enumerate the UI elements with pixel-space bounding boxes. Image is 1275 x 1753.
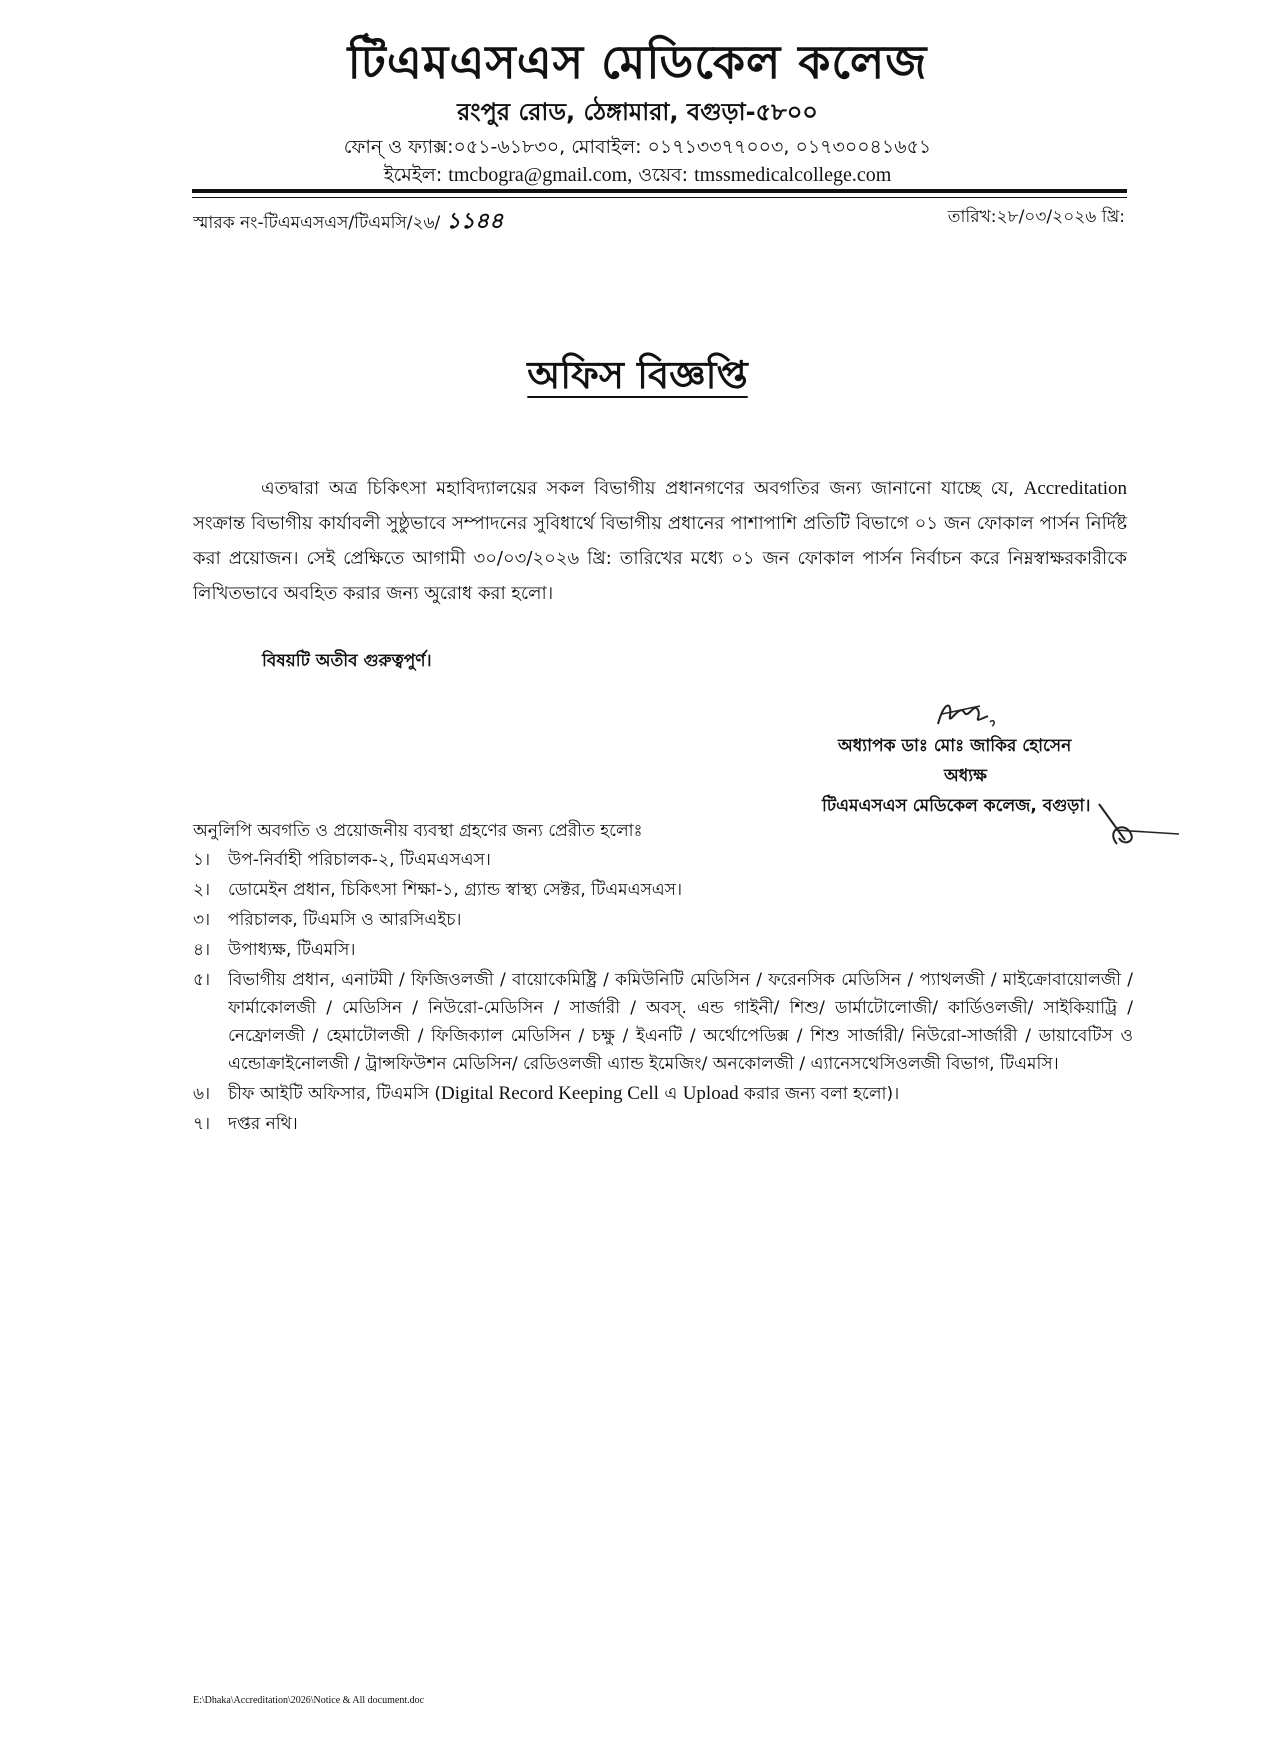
header-divider-thick: [192, 189, 1127, 193]
copy-list-item: [193, 1080, 1133, 1108]
copy-item-index: ২।: [193, 880, 211, 900]
copy-item-text: বিভাগীয় প্রধান, এনাটমী / ফিজিওলজী / বায়োকেমিষ্ট্রি / কমিউনিটি মেডিসিন / ফরেনসিক মেডিসিন / প্যাথলজী / মাইক্রোবায়োলজী / ফার্মাকোলজী / মেডিসিন / নিউরো-মেডিসিন / সার্জারী / অবস্. এন্ড গাইনী/ শিশু/ ডার্মাটোলোজী/ কার্ডিওলজী/ সাইকিয়াট্রি / নেফ্রোলজী / হেমাটোলজী / ফিজিক্যাল মেডিসিন / চক্ষু / ইএনটি / অর্থোপেডিক্স / শিশু সার্জারী/ নিউরো-সার্জারী / ডায়াবেটিস ও এন্ডোক্রাইনোলজী / ট্রান্সফিউশন মেডিসিন/ রেডিওলজী এ্যান্ড ইমেজিং/ অনকোলজী / এ্যানেসথেসিওলজী বিভাগ, টিএমসি।: [228, 970, 1133, 1074]
copy-item-index: ৭।: [193, 1114, 211, 1134]
important-note: বিষয়টি অতীব গুরুত্বপুর্ণ।: [262, 651, 432, 671]
notice-title: [0, 346, 1275, 410]
memo-number-handwritten: ১১৪৪: [446, 209, 504, 234]
initial-mark: [1095, 800, 1181, 850]
memo-date: তারিখ:২৮/০৩/২০২৬ খ্রি:: [947, 207, 1125, 227]
website: tmssmedicalcollege.com: [694, 164, 892, 186]
copy-list-item: [193, 906, 1133, 934]
copy-item-text: দপ্তর নথি।: [228, 1114, 298, 1134]
handwritten-signature: [930, 694, 1000, 734]
copy-item-index: ৩।: [193, 910, 211, 930]
copy-item-text: উপ-নির্বাহী পরিচালক-২, টিএমএসএস।: [228, 850, 491, 870]
copy-item-text: পরিচালক, টিএমসি ও আরসিএইচ।: [228, 910, 462, 930]
copy-item-text: উপাধ্যক্ষ, টিএমসি।: [228, 940, 356, 960]
copy-list-item: [193, 846, 1133, 874]
copy-list: [193, 846, 1133, 1140]
signatory-designation: অধ্যক্ষ: [944, 766, 987, 786]
copy-item-text: ডোমেইন প্রধান, চিকিৎসা শিক্ষা-১, গ্র্যান্ড স্বাস্থ্য সেক্টর, টিএমএসএস।: [228, 880, 683, 900]
copy-item-index: ৫।: [193, 970, 211, 990]
memo-reference: [193, 204, 503, 241]
email-label: ইমেইল:: [383, 164, 443, 186]
copy-item-latin-cell: Digital Record Keeping Cell: [441, 1083, 659, 1104]
file-path-footer: E:\Dhaka\Accreditation\2026\Notice & All document.doc: [193, 1695, 425, 1706]
copy-list-heading: অনুলিপি অবগতি ও প্রয়োজনীয় ব্যবস্থা গ্রহণের জন্য প্রেরীত হলোঃ: [193, 821, 643, 841]
copy-list-item: [193, 1110, 1133, 1138]
copy-item-index: ৬।: [193, 1084, 211, 1104]
notice-body-part1: এতদ্বারা অত্র চিকিৎসা মহাবিদ্যালয়ের সকল বিভাগীয় প্রধানগণের অবগতির জন্য জানানো যাচ্ছে যে,: [261, 478, 1014, 499]
copy-item-index: ৪।: [193, 940, 211, 960]
copy-item-text-after: করার জন্য বলা হলো)।: [738, 1084, 900, 1104]
notice-body-part2: সংক্রান্ত বিভাগীয় কার্যাবলী সুষ্ঠুভাবে সম্পাদনের সুবিধার্থে বিভাগীয় প্রধানের পাশাপাশি প্রতিটি বিভাগে ০১ জন ফোকাল পার্সন নির্দিষ্ট করা প্রয়োজন। সেই প্রেক্ষিতে আগামী ৩০/০৩/২০২৬ খ্রি: তারিখের মধ্যে ০১ জন ফোকাল পার্সন নির্বাচন করে নিম্নস্বাক্ষরকারীকে লিখিতভাবে অবহিত করার জন্য অুরোধ করা হলো।: [193, 513, 1127, 604]
signatory-institution: টিএমএসএস মেডিকেল কলেজ, বগুড়া।: [822, 796, 1091, 816]
memo-prefix: স্মারক নং-টিএমএসএস/টিএমসি/২৬/: [193, 213, 441, 233]
notice-body-latin: Accreditation: [1023, 478, 1127, 499]
copy-list-item: [193, 966, 1133, 1078]
copy-item-text-before: চীফ আইটি অফিসার, টিএমসি (: [228, 1084, 442, 1104]
contact-phone-line: ফোন্ ও ফ্যাক্স:০৫১-৬১৮৩০, মোবাইল: ০১৭১৩৩৭৭০০৩, ০১৭৩০০৪১৬৫১: [343, 136, 932, 158]
copy-item-index: ১।: [193, 850, 211, 870]
signatory-name: অধ্যাপক ডাঃ মোঃ জাকির হোসেন: [838, 736, 1072, 756]
college-name: টিএমএসএস মেডিকেল কলেজ: [347, 35, 928, 89]
web-label: ওয়েব:: [638, 164, 689, 186]
notice-body: [193, 471, 1127, 611]
email-address: tmcbogra@gmail.com,: [448, 164, 633, 186]
notice-title-text: অফিস বিজ্ঞপ্তি: [527, 353, 748, 397]
copy-item-latin-upload: Upload: [682, 1083, 739, 1104]
college-address: রংপুর রোড, ঠেঙ্গামারা, বগুড়া-৫৮০০: [457, 98, 818, 126]
header-divider-thin: [192, 197, 1127, 198]
copy-list-item: [193, 936, 1133, 964]
copy-list-item: [193, 876, 1133, 904]
copy-item-text-mid: এ: [658, 1084, 683, 1104]
